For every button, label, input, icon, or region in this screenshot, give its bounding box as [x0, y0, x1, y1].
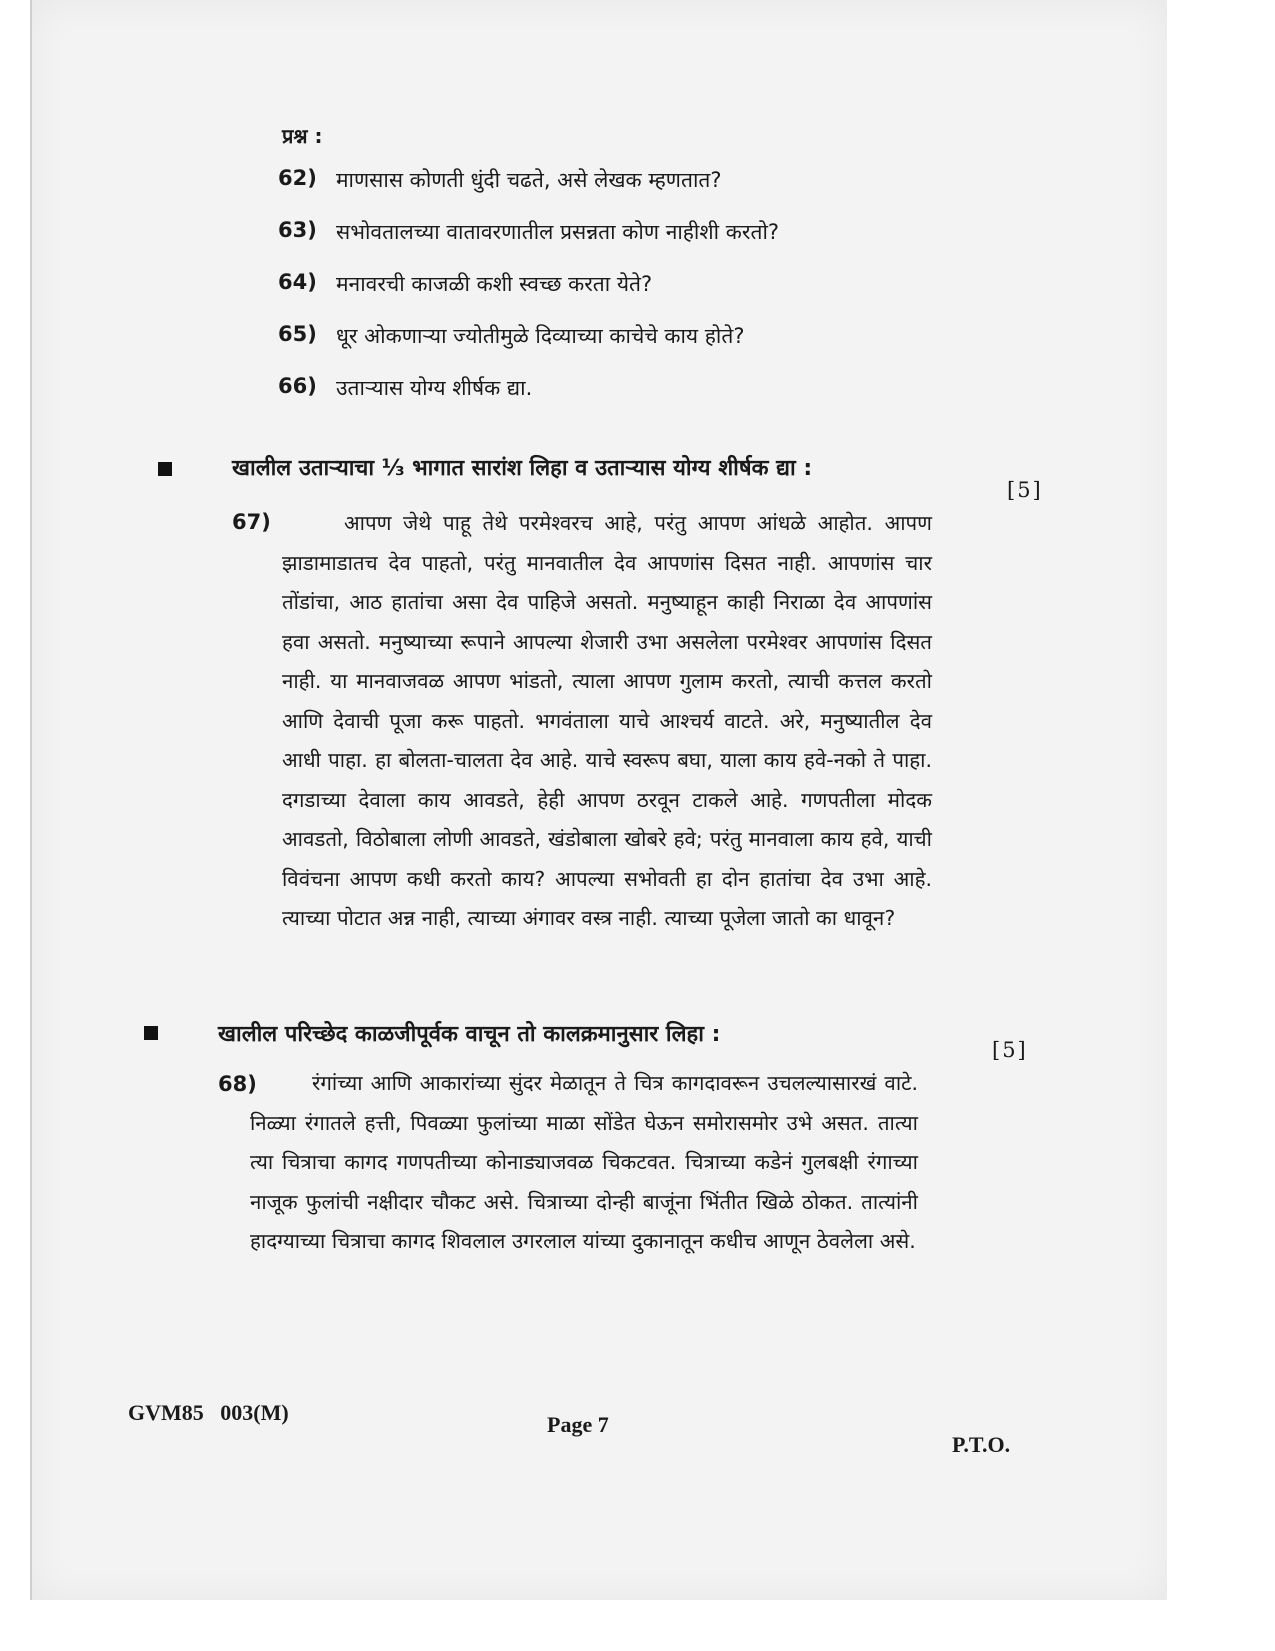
question-text: मनावरची काजळी कशी स्वच्छ करता येते? [336, 272, 653, 296]
question-number: 66) [278, 374, 317, 398]
question-item [278, 322, 744, 350]
sequence-passage: रंगांच्या आणि आकारांच्या सुंदर मेळातून ते चित्र कागदावरून उचलल्यासारखं वाटे. निळ्या रंगातले हत्ती, पिवळ्या फुलांच्या माळा सोंडेत घेऊन समोरासमोर उभे असत. तात्या त्या चित्राचा कागद गणपतीच्या कोनाड्याजवळ चिकटवत. चित्राच्या कडेनं गुलबक्षी रंगाच्या नाजूक फुलांची नक्षीदार चौकट असे. चित्राच्या दोन्ही बाजूंना भिंतीत खिळे ठोकत. तात्यांनी हादग्याच्या चित्राचा कागद शिवलाल उगरलाल यांच्या दुकानातून कधीच आणून ठेवलेला असे. [250, 1071, 918, 1253]
summary-section-heading: खालील उताऱ्याचा ⅓ भागात सारांश लिहा व उताऱ्यास योग्य शीर्षक द्या : [232, 456, 813, 481]
question-text: धूर ओकणाऱ्या ज्योतीमुळे दिव्याच्या काचेचे काय होते? [336, 324, 745, 348]
question-number: 62) [278, 166, 317, 190]
question-item [278, 218, 779, 246]
item-number-67: 67) [232, 510, 271, 534]
paper-code: GVM85 003(M) [128, 1400, 289, 1425]
summary-marks: [5] [1007, 478, 1043, 502]
sequence-section-heading: खालील परिच्छेद काळजीपूर्वक वाचून तो कालक्रमानुसार लिहा : [218, 1022, 721, 1047]
summary-passage: आपण जेथे पाहू तेथे परमेश्वरच आहे, परंतु आपण आंधळे आहोत. आपण झाडामाडातच देव पाहतो, परंतु मानवातील देव आपणांस दिसत नाही. आपणांस चार तोंडांचा, आठ हातांचा असा देव पाहिजे असतो. मनुष्याहून काही निराळा देव आपणांस हवा असतो. मनुष्याच्या रूपाने आपल्या शेजारी उभा असलेला परमेश्वर आपणांस दिसत नाही. या मानवाजवळ आपण भांडतो, त्याला आपण गुलाम करतो, त्याची कत्तल करतो आणि देवाची पूजा करू पाहतो. भगवंताला याचे आश्चर्य वाटते. अरे, मनुष्यातील देव आधी पाहा. हा बोलता-चालता देव आहे. याचे स्वरूप बघा, याला काय हवे-नको ते पाहा. दगडाच्या देवाला काय आवडते, हेही आपण ठरवून टाकले आहे. गणपतीला मोदक आवडतो, विठोबाला लोणी आवडते, खंडोबाला खोबरे हवे; परंतु मानवाला काय हवे, याची विवंचना आपण कधी करतो काय? आपल्या सभोवती हा दोन हातांचा देव उभा आहे. त्याच्या पोटात अन्न नाही, त्याच्या अंगावर वस्त्र नाही. त्याच्या पूजेला जातो का धावून? [282, 511, 932, 930]
exam-sheet [30, 0, 1167, 1600]
page-number: Page 7 [547, 1412, 609, 1437]
questions-label: प्रश्न : [282, 124, 323, 148]
question-text: माणसास कोणती धुंदी चढते, असे लेखक म्हणतात? [336, 168, 722, 192]
question-item [278, 270, 652, 298]
section-bullet-icon [144, 1026, 158, 1040]
question-number: 64) [278, 270, 317, 294]
item-number-68: 68) [218, 1072, 257, 1096]
question-number: 63) [278, 218, 317, 242]
question-number: 65) [278, 322, 317, 346]
question-text: उताऱ्यास योग्य शीर्षक द्या. [336, 376, 533, 400]
question-text: सभोवतालच्या वातावरणातील प्रसन्नता कोण नाहीशी करतो? [336, 220, 780, 244]
please-turn-over: P.T.O. [952, 1432, 1011, 1457]
question-item [278, 374, 532, 402]
section-bullet-icon [158, 462, 172, 476]
question-item [278, 166, 722, 194]
sequence-marks: [5] [992, 1038, 1028, 1062]
